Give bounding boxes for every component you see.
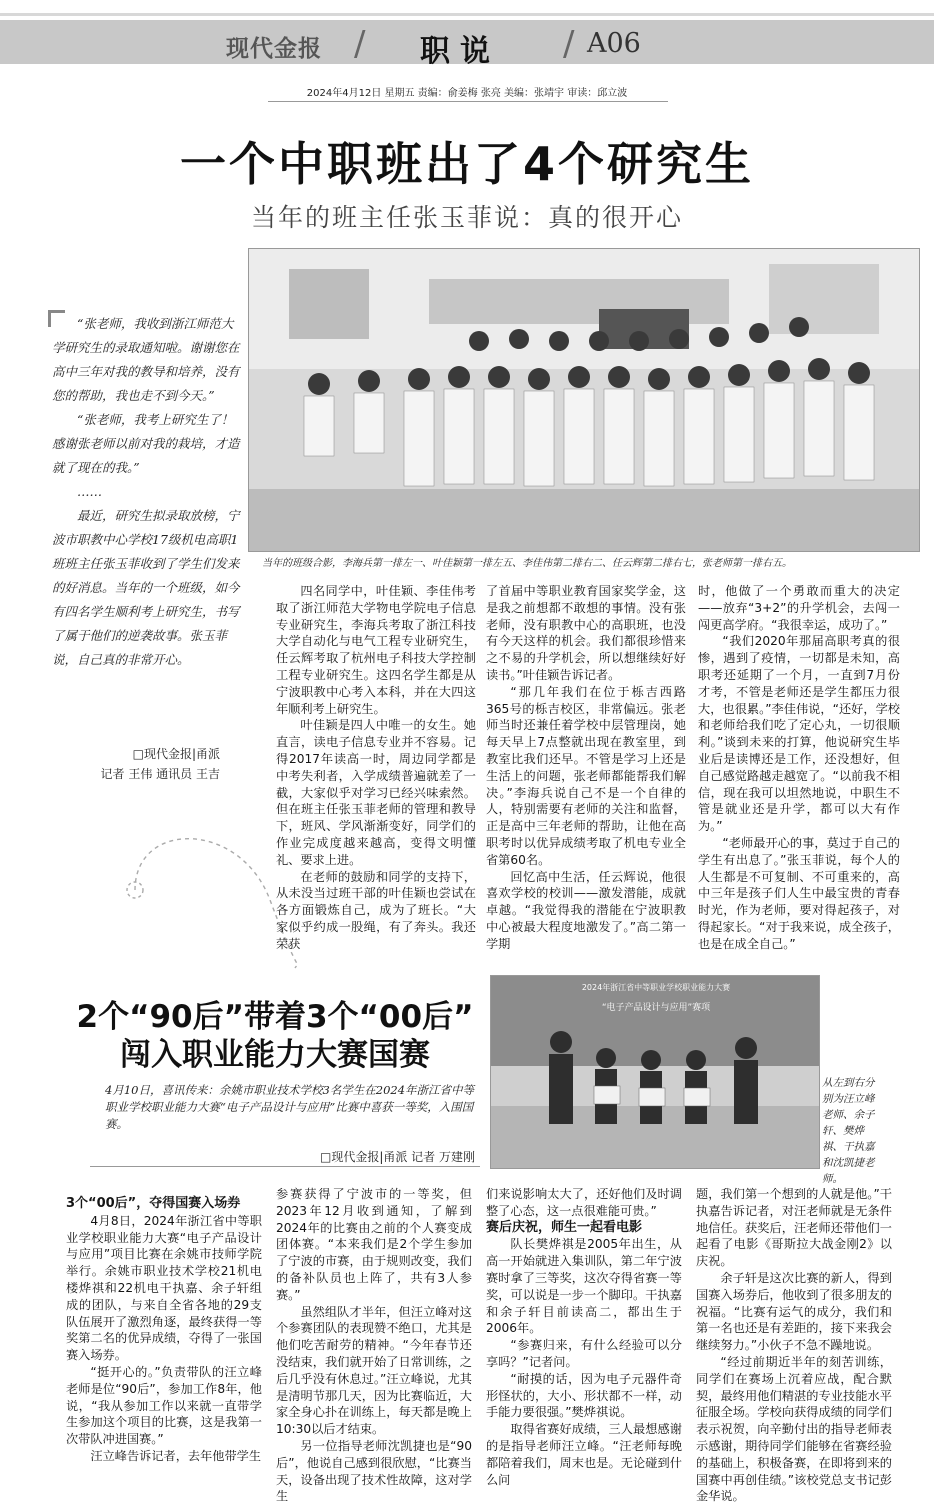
article2-headline-line1: 2个“90后”带着3个“00后”	[76, 999, 474, 1035]
article1-photo-caption: 当年的班级合影，李海兵第一排左一、叶佳颖第一排左五、李佳伟第二排右二、任云辉第二排右七，张老师第一排右五。	[262, 558, 792, 569]
class-group-photo	[248, 248, 920, 552]
body-paragraph: 回忆高中生活，任云辉说，他很喜欢学校的校训——激发潜能，成就卓越。“我觉得我的潜能在宁波职教中心被最大程度地激发了。”高二第一学期	[486, 869, 686, 951]
intro-paragraph: 最近，研究生拟录取放榜，宁波市职教中心学校17级机电高职1班班主任张玉菲收到了学生们发来的好消息。当年的一个班级，如今有四名学生顺利考上研究生，书写了属于他们的逆袭故事。张玉菲说，自己真的非常开心。	[52, 508, 240, 667]
newspaper-brand: 现代金报	[226, 35, 322, 62]
article2-column-4	[696, 1186, 892, 1505]
body-paragraph: 题，我们第一个想到的人就是他。”干执嘉告诉记者，对汪老师就是无条件地信任。获奖后，汪老师还带他们一起看了电影《哥斯拉大战金刚2》以庆祝。	[696, 1187, 892, 1269]
section-title: 职说	[420, 34, 500, 69]
article2-column-3	[486, 1186, 682, 1488]
body-paragraph: “耐摸的话，因为电子元器件奇形怪状的，大小、形状都不一样，动手能力要很强。”樊烨祺说。	[486, 1371, 682, 1420]
article1-credit-reporters: 记者 王伟 通讯员 王吉	[100, 767, 220, 781]
award-photo	[490, 975, 820, 1169]
top-rule	[0, 13, 934, 16]
article2-subtitle-2: 赛后庆祝，师生一起看电影	[486, 1219, 643, 1235]
intro-paragraph: “张老师，我考上研究生了！感谢张老师以前对我的栽培，才造就了现在的我。”	[52, 412, 240, 475]
body-paragraph: 在老师的鼓励和同学的支持下，从未没当过班干部的叶佳颖也尝试在各方面锻炼自己，成为了班长。“大家似乎约成一股绳，有了奔头。我还荣获	[276, 869, 476, 951]
article2-photo-caption: 从左到右分别为汪立峰老师、余子轩、樊烨祺、干执嘉和沈凯捷老师。	[822, 1077, 875, 1185]
body-paragraph: 余子轩是这次比赛的新人，得到国赛入场券后，他收到了很多朋友的祝福。“比赛有运气的成分，我们和第一名也还是有差距的，接下来我会继续努力。”小伙子不急不躁地说。	[696, 1270, 892, 1353]
award-banner-title: 2024年浙江省中等职业学校职业能力大赛	[581, 983, 731, 992]
article1-credit-source: □现代金报|甬派	[132, 747, 220, 761]
article2-headline-line2: 闯入职业能力大赛国赛	[120, 1037, 430, 1073]
body-paragraph: “那几年我们在位于栎吉西路365号的栎吉校区，非常偏远。张老师当时还兼任着学校中层管理岗，她每天早上7点整就出现在教室里，到教室比我们还早。不管是学习上还是生活上的问题，张老师都能帮我们解决。”李海兵说自己不是一个自律的人，特别需要有老师的关注和监督，正是高中三年老师的帮助，让他在高职考时以优异成绩考取了机电专业全省第60名。	[486, 684, 686, 867]
body-paragraph: 4月8日，2024年浙江省中等职业学校职业能力大赛“电子产品设计与应用”项目比赛在余姚市技师学院举行。余姚市职业技术学校21机电楼烨祺和22机电干执嘉、余子轩组成的团队，与来自全省各地的29支队伍展开了激烈角逐，最终获得一等奖第二名的优异成绩，夺得了一张国赛入场券。	[66, 1213, 262, 1363]
dateline-rule	[268, 101, 668, 102]
article2-credit: □现代金报|甬派 记者 万建刚	[319, 1150, 475, 1164]
article2-lead: 4月10日，喜讯传来：余姚市职业技术学校3名学生在2024年浙江省中等职业学校职业能力大赛“电子产品设计与应用”比赛中喜获一等奖，入围国赛。	[105, 1083, 475, 1131]
article2-column-2	[276, 1186, 472, 1505]
body-paragraph: 另一位指导老师沈凯捷也是“90后”，他说自己感到很欣慰，“比赛当天，设备出现了技术性故障，这对学生	[276, 1438, 472, 1504]
article2-subtitle-1: 3个“00后”，夺得国赛入场券	[66, 1196, 241, 1211]
masthead-divider: /	[563, 24, 575, 64]
body-paragraph: 汪立峰告诉记者，去年他带学生	[90, 1448, 262, 1463]
body-paragraph: 们来说影响太大了，还好他们及时调整了心态，这一点很难能可贵。”	[486, 1187, 682, 1218]
body-paragraph: 时，他做了一个勇敢而重大的决定——放弃“3+2”的升学机会，去闯一闯更高学府。“我很幸运，成功了。”	[698, 584, 900, 632]
article1-intro-quotes	[52, 312, 240, 672]
article1-column-3	[698, 583, 900, 953]
body-paragraph: “经过前期近半年的刻苦训练，同学们在赛场上沉着应战，配合默契，最终用他们精湛的专业技能水平征服全场。学校向获得成绩的同学们表示祝贺，向辛勤付出的指导老师表示感谢，期待同学们能够在省赛经验的基础上，积极备赛，在即将到来的国赛中再创佳绩。”该校党总支书记彭金华说。	[696, 1354, 892, 1504]
article1-column-1	[276, 583, 476, 953]
article2-column-1	[66, 1196, 262, 1465]
body-paragraph: “参赛归来，有什么经验可以分享吗？”记者问。	[486, 1338, 682, 1369]
body-paragraph: “老师最开心的事，莫过于自己的学生有出息了。”张玉菲说，每个人的人生都是不可复制、不可重来的，高中三年是孩子们人生中最宝贵的青春时光，作为老师，要对得起孩子，对得起家长。“对于我来说，成全孩子，也是在成全自己。”	[698, 835, 900, 951]
masthead-divider: /	[354, 24, 366, 64]
intro-paragraph: ……	[77, 484, 102, 499]
article1-headline: 一个中职班出了4个研究生	[179, 137, 754, 191]
body-paragraph: 虽然组队才半年，但汪立峰对这个参赛团队的表现赞不绝口，尤其是他们吃苦耐劳的精神。“今年春节还没结束，我们就开始了日常训练，之后几乎没有休息过。”汪立峰说，尤其是清明节那几天，因为比赛临近，大家全身心扑在训练上，每天都是晚上10:30以后才结束。	[276, 1304, 472, 1437]
award-banner-subtitle: “电子产品设计与应用”赛项	[601, 1003, 711, 1013]
body-paragraph: “我们2020年那届高职考真的很惨，遇到了疫情，一切都是未知，高职考还延期了一个月，一直到7月份才考，不管是老师还是学生都压力很大，也很累。”李佳伟说，“还好，学校和老师给我们吃了定心丸，一切很顺利。”谈到未来的打算，他说研究生毕业后是读博还是工作，还没想好，但自己感觉路越走越宽了。“以前我不相信，现在我可以坦然地说，中职生不管是就业还是升学，都可以大有作为。”	[698, 634, 900, 834]
body-paragraph: 队长樊烨祺是2005年出生，从高一开始就进入集训队，第二年宁波赛时拿了三等奖，这次夺得省赛一等奖，可以说是一步一个脚印。干执嘉和余子轩目前读高二，都出生于2006年。	[486, 1237, 682, 1336]
article2-rule	[90, 1166, 480, 1167]
article1-subhead: 当年的班主任张玉菲说：真的很开心	[250, 203, 683, 232]
body-paragraph: 叶佳颖是四人中唯一的女生。她直言，读电子信息专业并不容易。记得2017年读高一时，周边同学都是中考失利者，入学成绩普遍就差了一截，大家似乎对学习已经兴味索然。但在班主任张玉菲老师的管理和教导下，班风、学风渐渐变好，同学们的作业完成度越来越高，变得文明懂礼、要求上进。	[276, 718, 476, 867]
body-paragraph: 参赛获得了宁波市的一等奖，但2023年12月收到通知，了解到2024年的比赛由之前的个人赛变成团体赛。“本来我们是2个学生参加了宁波的市赛，由于规则改变，我们的备补队员也上阵了，共有3人参赛。”	[276, 1187, 472, 1302]
body-paragraph: “挺开心的。”负责带队的汪立峰老师是位“90后”，参加工作8年，他说，“我从参加工作以来就一直带学生参加这个项目的比赛，这是我第一次带队冲进国赛。”	[66, 1364, 262, 1447]
page-number: A06	[587, 28, 641, 59]
body-paragraph: 取得省赛好成绩，三人最想感谢的是指导老师汪立峰。“汪老师每晚都陪着我们，周末也是。无论碰到什么问	[486, 1422, 682, 1487]
article1-column-2	[486, 583, 686, 953]
body-paragraph: 了首届中等职业教育国家奖学金，这是我之前想都不敢想的事情。没有张老师，没有职教中心的高职班，也没有今天这样的机会。我们都很珍惜来之不易的升学机会，所以想继续好好读书。”叶佳颖告诉记者。	[486, 584, 686, 682]
body-paragraph: 四名同学中，叶佳颖、李佳伟考取了浙江师范大学物电学院电子信息专业研究生，李海兵考取了浙江科技大学自动化与电气工程专业研究生，任云辉考取了杭州电子科技大学控制工程专业研究生。这四名学生都是从宁波职教中心考入本科，并在大四这年顺利考上研究生。	[276, 584, 476, 716]
intro-paragraph: “张老师，我收到浙江师范大学研究生的录取通知啦。谢谢您在高中三年对我的教导和培养，没有您的帮助，我也走不到今天。”	[52, 316, 240, 403]
dateline: 2024年4月12日 星期五 责编：俞姜梅 张亮 美编：张靖宇 审读：邱立波	[306, 88, 628, 99]
